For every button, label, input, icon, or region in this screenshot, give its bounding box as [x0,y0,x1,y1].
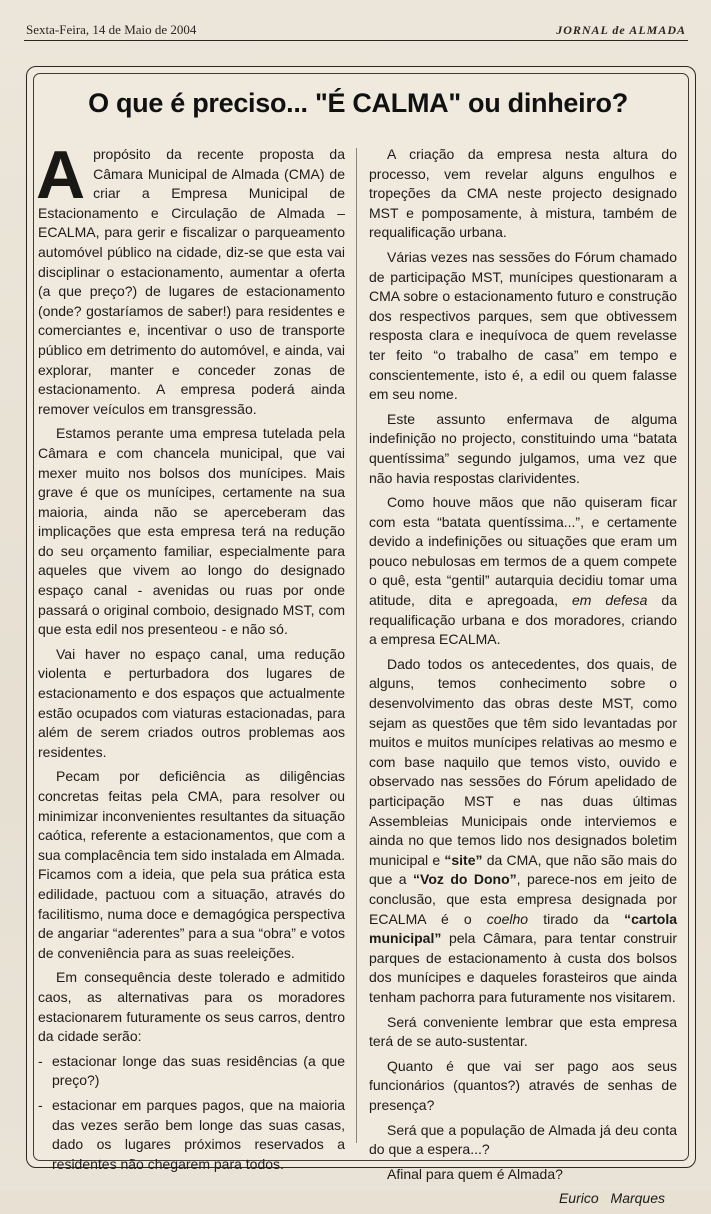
column-divider [356,148,357,1143]
publication-date: Sexta-Feira, 14 de Maio de 2004 [26,22,197,37]
paragraph: Estamos perante uma empresa tutelada pela Câmara e com chancela municipal, que vai mexer muito nos bolsos dos munícipes. Mais grave é que os munícipes, certamente na sua maioria, ainda não se aperceberam das implicações que esta empresa terá na redução do seu orçamento familiar, especialmente para aqueles que vivem ao longo do designado espaço canal - avenidas ou ruas por onde passará o original comboio, designado MST, com que esta edil nos presenteou - e não só. [38,425,345,638]
page-header [24,22,688,41]
paragraph: A criação da empresa nesta altura do processo, vem revelar alguns engulhos e tropeções da CMA neste projecto designado MST e pomposamente, à mistura, também de requalificação urbana. [369,146,677,241]
paragraph: Quanto é que vai ser pago aos seus funcionários (quantos?) através de senhas de presença? [369,1057,677,1113]
paragraph: Apropósito da recente proposta da Câmara Municipal de Almada (CMA) de criar a Empresa Municipal de Estacionamento e Circulação de Almada – ECALMA, para gerir e fiscalizar o parqueamento automóvel público na cidade, diz-se que esta vai disciplinar o estacionamento, aumentar a oferta (a que preço?) de lugares de estacionamento (onde? gostaríamos de saber!) para residentes e comerciantes e, incentivar o uso de transporte público em detrimento do automóvel, e ainda, vai explorar, manter e conceder zonas de estacionamento. A empresa poderá ainda remover veículos em transgressão. [36,137,345,417]
article-title: O que é preciso... "É CALMA" ou dinheiro? [88,88,628,118]
list-item: - estacionar em parques pagos, que na maioria das vezes serão bem longe das suas casas, dado os lugares próximos reservados a residentes não chegarem para todos. [38,1096,345,1172]
paragraph: Será que a população de Almada já deu conta do que a espera...? [369,1121,677,1158]
paragraph: Como houve mãos que não quiseram ficar com esta “batata quentíssima...”, e certamente devido a indefinições ou situações que eram um pouco nebulosas em termos de a quem compete o quê, esta “gentil” autarquia decidiu tomar uma atitude, dita e apregoada, em defesa da requalificação urbana e dos moradores, criando a empresa ECALMA. [369,494,677,648]
article-column-left [36,137,345,1179]
paragraph: Em consequência deste tolerado e admitido caos, as alternativas para os moradores estacionarem futuramente os seus carros, dentro da cidade serão: [38,969,345,1045]
paragraph: Vai haver no espaço canal, uma redução violenta e perturbadora dos lugares de estacionamento e dos espaços que actualmente estão ocupados com viaturas estacionadas, para além de serem criados outros problemas aos residentes. [38,645,345,760]
paragraph: Este assunto enfermava de alguma indefinição no projecto, constituindo uma “batata quentíssima” segundo julgamos, uma vez que não havia respostas clarividentes. [369,410,677,486]
paragraph: Dado todos os antecedentes, dos quais, de alguns, temos conhecimento sobre o desenvolvimento das obras deste MST, como sejam as questões que têm sido levantadas por muitos e muitos munícipes relativas ao mesmo e com base naquilo que temos visto, ouvido e observado nas sessões do Fórum apelidado de participação MST e nas duas últimas Assembleias Municipais onde interviemos e ainda no que temos lido nos designados boletim municipal e “site” da CMA, que não são mais do que a “Voz do Dono”, parece-nos em jeito de conclusão, que esta empresa designada por ECALMA é o coelho tirado da “cartola municipal” pela Câmara, para tentar construir parques de estacionamento à custa dos bolsos dos munícipes e daqueles forasteiros que ainda tenham pachorra para futuramente nos visitarem. [369,655,678,1005]
paragraph: Afinal para quem é Almada? [387,1165,563,1182]
paragraph: Pecam por deficiência as diligências concretas feitas pela CMA, para resolver ou minimizar inconvenientes resultantes da situação caótica, referente a estacionamentos, que com a sua complacência tem sido instalada em Almada. Ficamos com a ideia, que pela sua prática esta edilidade, pactuou com a situação, através do facilitismo, numa doce e demagógica perspectiva de angariar “aderentes” para a sua “obra” e votos de conveniência para as suas reeleições. [38,768,345,961]
list-item: - estacionar longe das suas residências (a que preço?) [38,1052,345,1089]
author-signature: Eurico Marques [558,1190,665,1207]
paragraph: Várias vezes nas sessões do Fórum chamado de participação MST, munícipes questionaram a CMA sobre o estacionamento futuro e construção dos respectivos parques, sem que obtivessem resposta clara e inequívoca de quem revelasse ter feito “o trabalho de casa” em tempo e conscientemente, isto é, a edil ou quem falasse em seu nome. [369,248,677,403]
drop-cap: A [36,137,86,213]
masthead: JORNAL de ALMADA [556,23,686,37]
article-column-right [369,145,677,1214]
paragraph: Será conveniente lembrar que esta empresa terá de se auto-sustentar. [369,1013,677,1050]
